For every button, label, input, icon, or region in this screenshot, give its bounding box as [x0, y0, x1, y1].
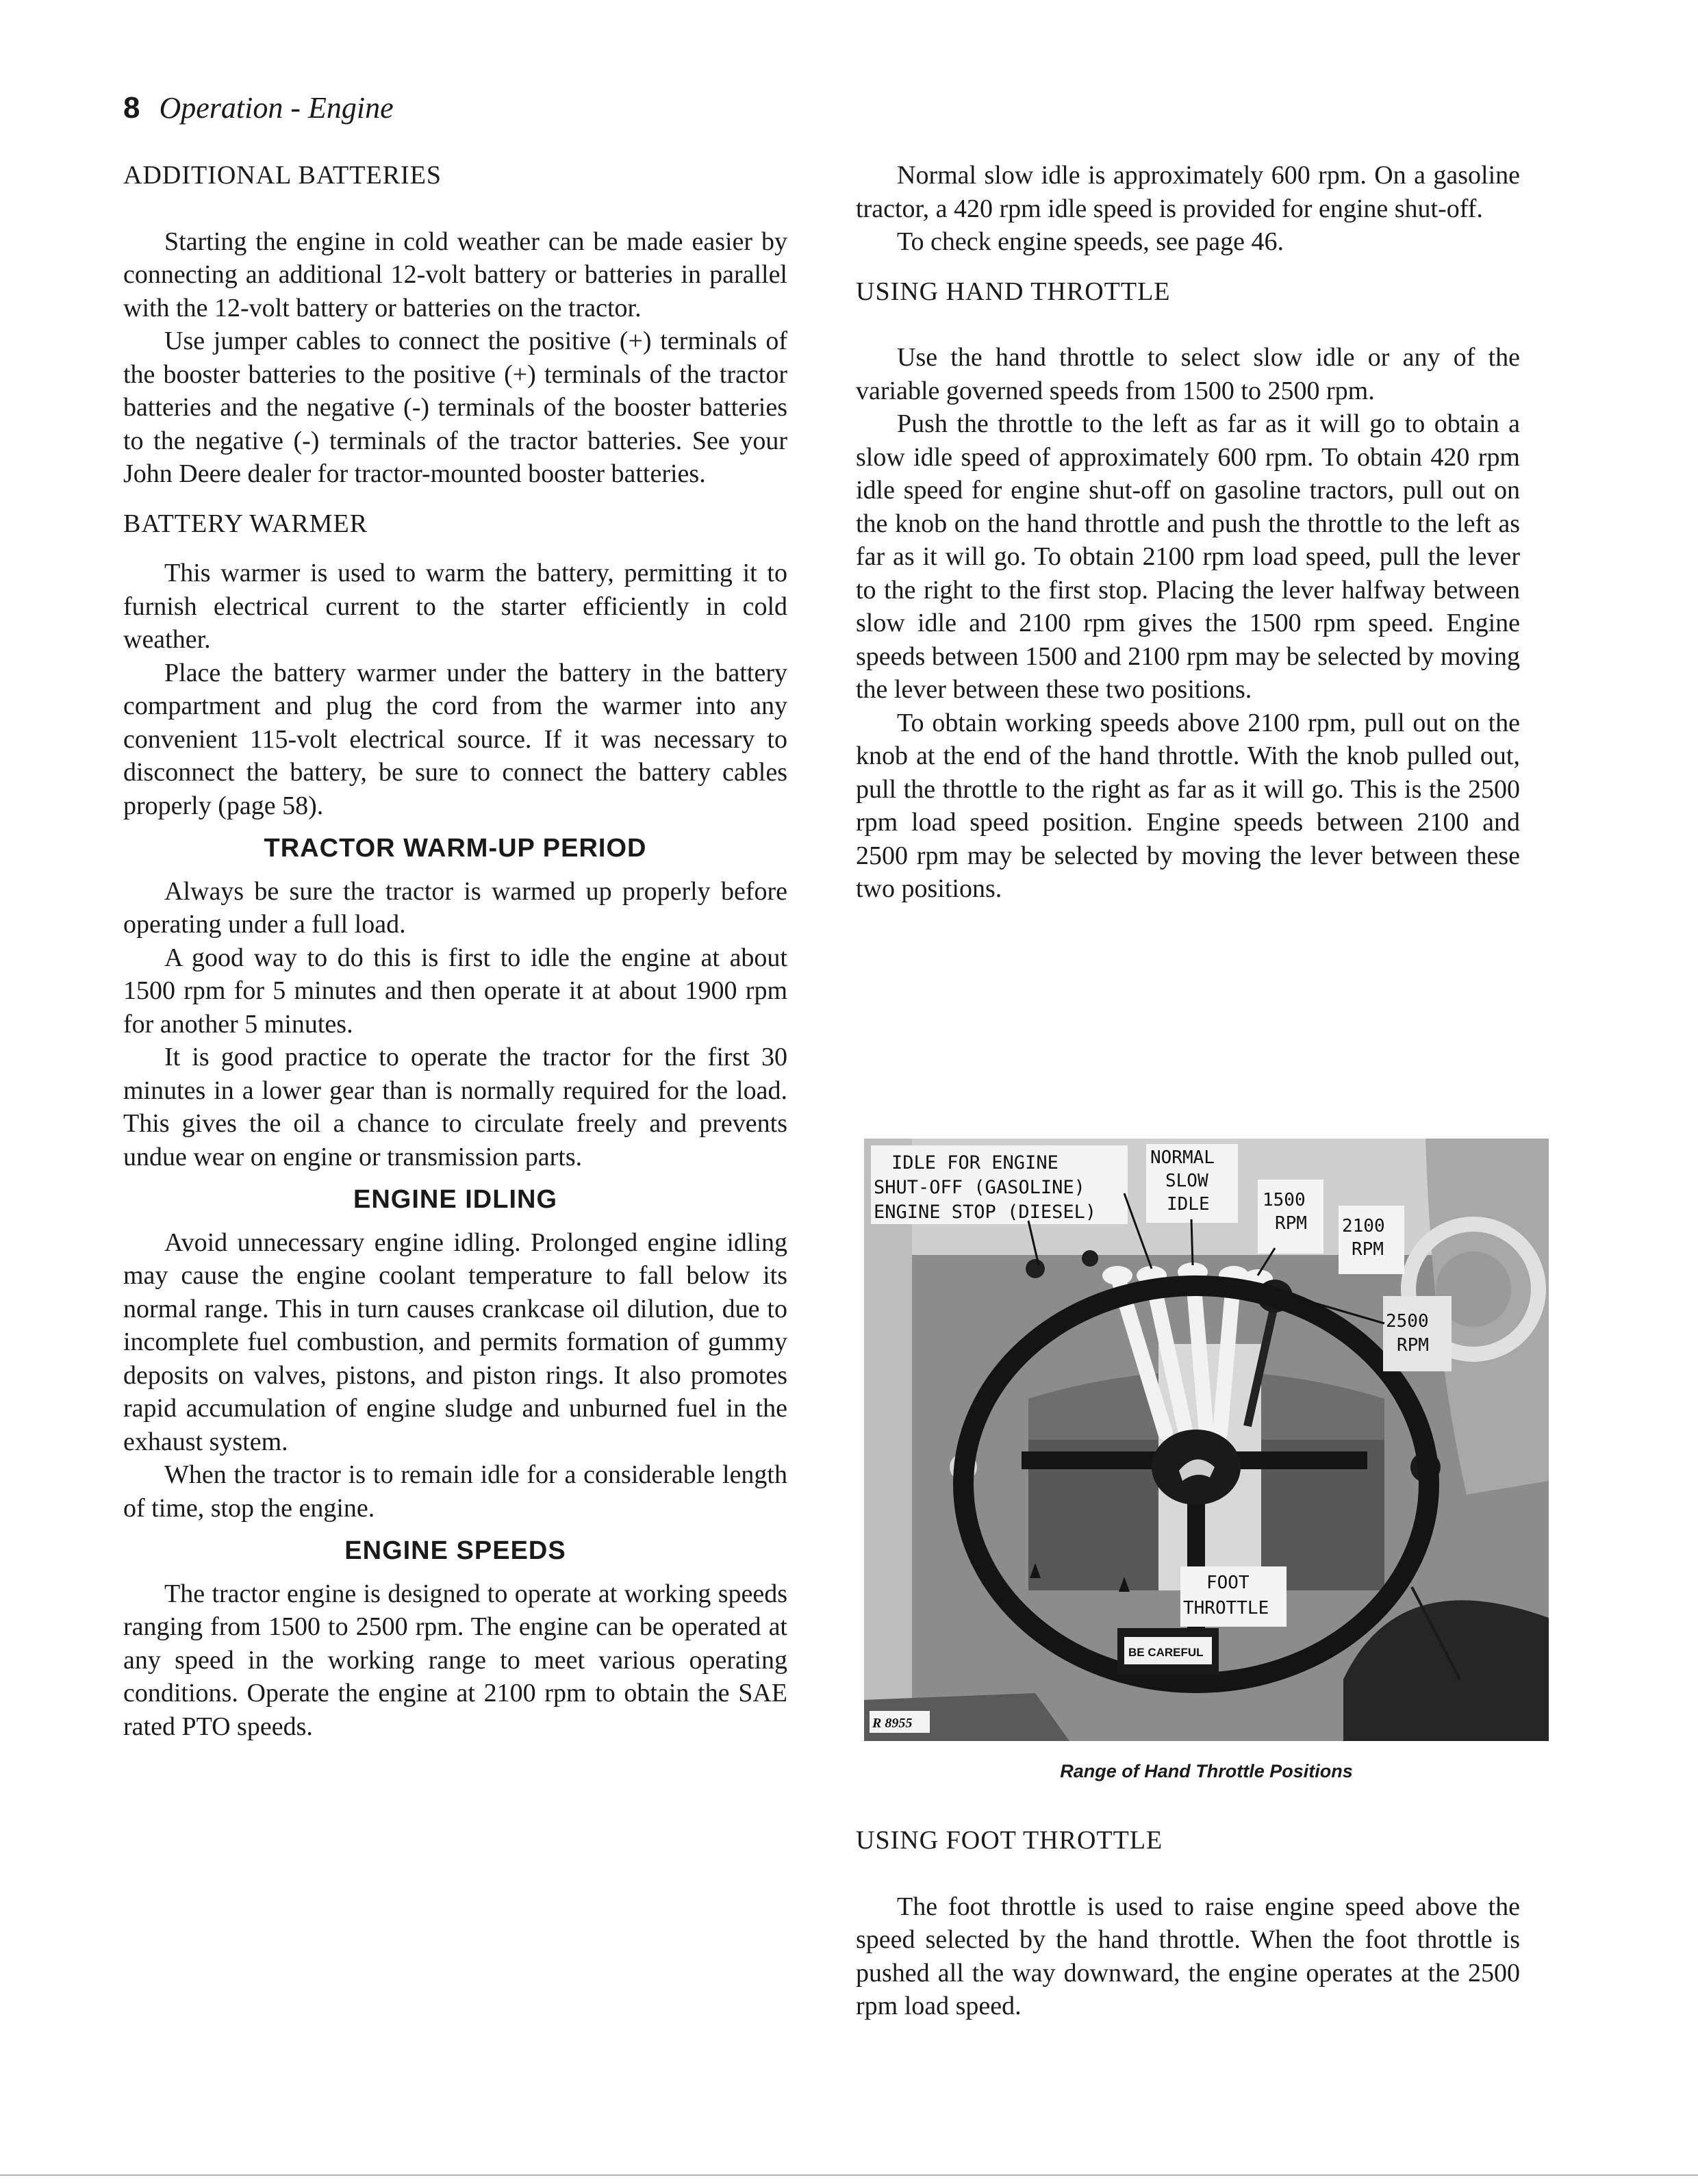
paragraph: To obtain working speeds above 2100 rpm, pull out on the knob at the end of the hand throttle. With the knob pulled out, pull the throttle to the right as far as it will go. This is the 2500 rpm load speed position. Engine speeds between 2100 and 2500 rpm may be selected by moving the lever between these two positions.: [856, 708, 1520, 903]
label-1500-line2: RPM: [1275, 1213, 1307, 1234]
paragraph: Use the hand throttle to select slow idle or any of the variable governed speeds from 1500 to 2500 rpm.: [856, 343, 1520, 405]
hand-throttle-photo: [864, 1139, 1549, 1741]
page-title: Operation - Engine: [159, 91, 394, 125]
paragraph: Starting the engine in cold weather can be made easier by connecting an additional 12-volt battery or batteries in parallel with the 12-volt battery or batteries on the tractor.: [123, 227, 787, 322]
heading-engine-speeds: ENGINE SPEEDS: [344, 1536, 566, 1565]
label-normal-line3: IDLE: [1167, 1194, 1210, 1215]
bottom-rule: [0, 2174, 1698, 2176]
label-foot-line1: FOOT: [1206, 1573, 1250, 1593]
label-2100-line2: RPM: [1352, 1239, 1384, 1260]
paragraph: Normal slow idle is approximately 600 rpm. On a gasoline tractor, a 420 rpm idle speed is provided for engine shut-off.: [856, 161, 1520, 223]
label-normal-line1: NORMAL: [1150, 1147, 1215, 1168]
label-2500-line2: RPM: [1397, 1335, 1429, 1356]
paragraph: Avoid unnecessary engine idling. Prolonged engine idling may cause the engine coolant temperature to fall below its normal range. This in turn causes crankcase oil dilution, due to incomplete fuel combustion, and permits formation of gummy deposits on valves, pistons, and piston rings. It also promotes rapid accumulation of engine sludge and unburned fuel in the exhaust system.: [123, 1228, 787, 1456]
paragraph: This warmer is used to warm the battery, permitting it to furnish electrical current to the starter efficiently in cold weather.: [123, 559, 787, 654]
paragraph: Use jumper cables to connect the positive (+) terminals of the booster batteries to the positive (+) terminals of the tractor batteries and the negative (-) terminals of the booster batteries to the negative (-) terminals of the tractor batteries. See your John Deere dealer for tractor-mounted booster batteries.: [123, 327, 787, 488]
paragraph: The tractor engine is designed to operate at working speeds ranging from 1500 to 2500 rpm. The engine can be operated at any speed in the working range to meet various operating conditions. Operate the engine at 2100 rpm to obtain the SAE rated PTO speeds.: [123, 1579, 787, 1741]
page-header: [123, 90, 394, 125]
paragraph: Place the battery warmer under the battery in the battery compartment and plug the cord from the warmer into any convenient 115-volt electrical source. If it was necessary to disconnect the battery, be sure to connect the battery cables properly (page 58).: [123, 658, 787, 820]
right-column: [856, 159, 1520, 906]
label-1500-line1: 1500: [1263, 1190, 1306, 1210]
heading-using-foot-throttle: USING FOOT THROTTLE: [856, 1826, 1163, 1855]
heading-battery-warmer: BATTERY WARMER: [123, 509, 368, 538]
heading-engine-idling: ENGINE IDLING: [353, 1185, 558, 1214]
label-2100-line1: 2100: [1342, 1216, 1385, 1236]
heading-additional-batteries: ADDITIONAL BATTERIES: [123, 161, 442, 190]
paragraph: To check engine speeds, see page 46.: [897, 227, 1284, 256]
figure-caption: Range of Hand Throttle Positions: [1060, 1761, 1353, 1781]
paragraph: Always be sure the tractor is warmed up properly before operating under a full load.: [123, 876, 787, 939]
paragraph: A good way to do this is first to idle the engine at about 1500 rpm for 5 minutes and then operate it at about 1900 rpm for another 5 minutes.: [123, 943, 787, 1039]
label-normal-line2: SLOW: [1165, 1171, 1208, 1191]
label-idle-line3: ENGINE STOP (DIESEL): [874, 1202, 1097, 1223]
label-foot-line2: THROTTLE: [1183, 1598, 1269, 1618]
left-column: [123, 159, 787, 1743]
heading-using-hand-throttle: USING HAND THROTTLE: [856, 277, 1171, 306]
foot-throttle-section: [856, 1824, 1520, 2023]
figure-id: R 8955: [872, 1716, 913, 1731]
paragraph: Push the throttle to the left as far as it will go to obtain a slow idle speed of approximately 600 rpm. To obtain 420 rpm idle speed for engine shut-off on gasoline tractors, pull out on the knob on the hand throttle and push the throttle to the left as far as it will go. To obtain 2100 rpm load speed, pull the lever to the right to the first stop. Placing the lever halfway between slow idle and 2100 rpm gives the 1500 rpm speed. Engine speeds between 1500 and 2100 rpm may be selected by moving the lever between these two positions.: [856, 409, 1520, 704]
heading-tractor-warm-up-period: TRACTOR WARM-UP PERIOD: [264, 834, 647, 863]
careful-sign-text: BE CAREFUL: [1128, 1646, 1204, 1659]
label-2500-line1: 2500: [1386, 1311, 1429, 1332]
label-idle-line1: IDLE FOR ENGINE: [891, 1152, 1059, 1173]
paragraph: It is good practice to operate the tractor for the first 30 minutes in a lower gear than is normally required for the load. This gives the oil a chance to circulate freely and prevents undue wear on engine or transmission parts.: [123, 1043, 787, 1171]
page-number: 8: [123, 91, 140, 125]
paragraph: When the tractor is to remain idle for a considerable length of time, stop the engine.: [123, 1460, 787, 1523]
label-idle-line2: SHUT-OFF (GASOLINE): [874, 1177, 1085, 1198]
paragraph: The foot throttle is used to raise engine speed above the speed selected by the hand throttle. When the foot throttle is pushed all the way downward, the engine operates at the 2500 rpm load speed.: [856, 1892, 1520, 2020]
